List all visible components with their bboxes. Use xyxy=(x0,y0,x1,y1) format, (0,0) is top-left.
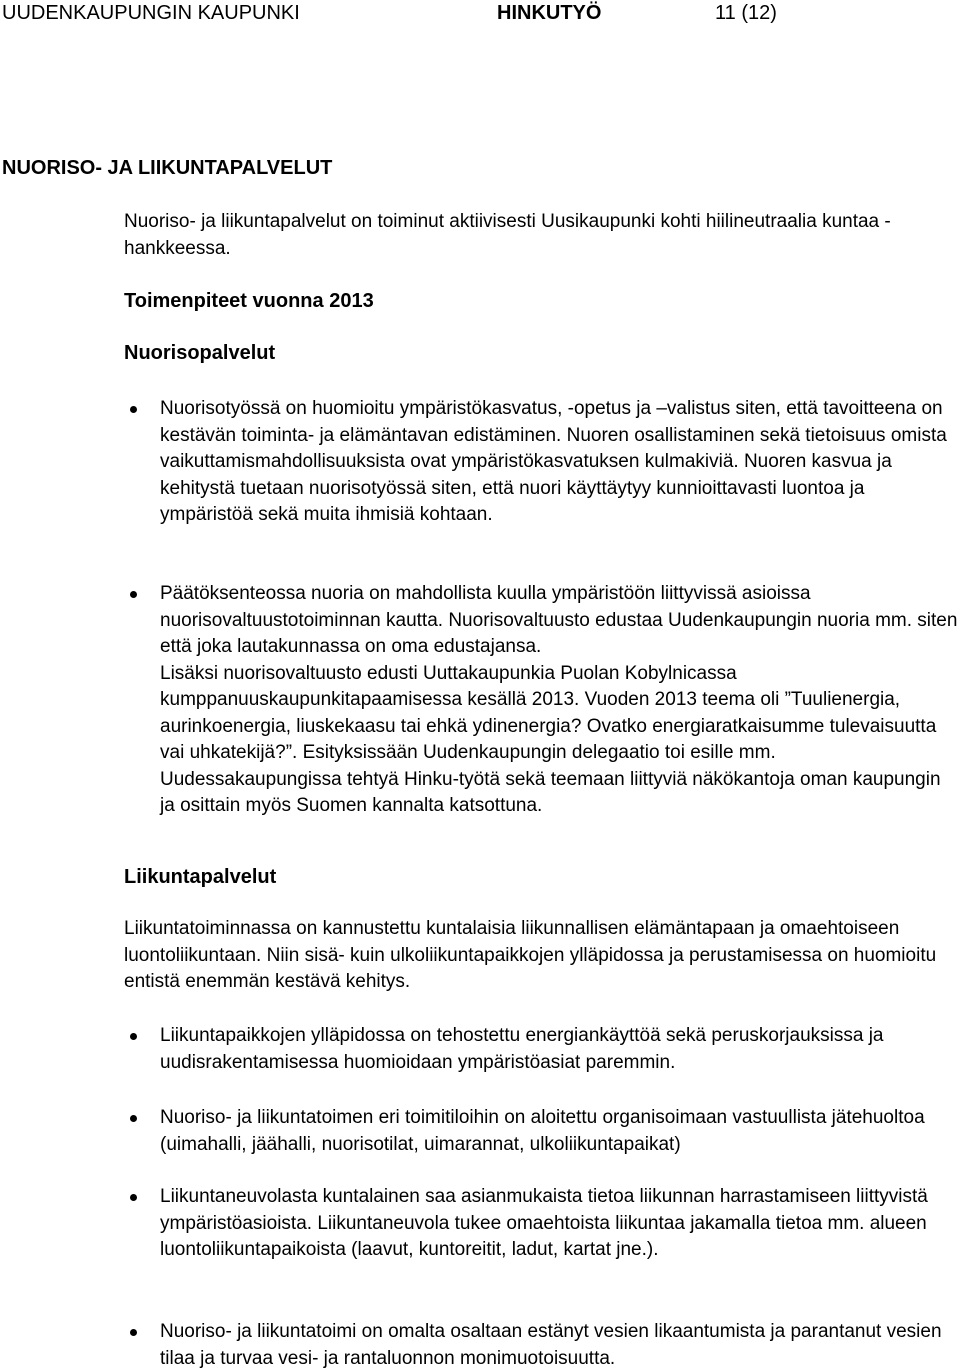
youth-bullet-1 xyxy=(124,396,958,529)
sports-bullet-4-text: Nuoriso- ja liikuntatoimi on omalta osaltaan estänyt vesien likaantumista ja parantanut vesien tilaa ja turvaa vesi- ja rantaluonnon monimuotoisuutta. xyxy=(160,1321,942,1369)
youth-bullet-1-text: Nuorisotyössä on huomioitu ympäristökasvatus, -opetus ja –valistus siten, että tavoitteena on kestävän toiminta- ja elämäntavan edistäminen. Nuoren osallistaminen sekä tietoisuus omista vaikuttamismahdollisuuksista ovat ympäristökasvatuksen kulmakiviä. Nuoren kasvua ja kehitystä tuetaan nuorisotyössä siten, että nuori käyttäytyy kunnioittavasti luontoa ja ympäristöä sekä muita ihmisiä kohtaan. xyxy=(160,398,947,525)
youth-bullet-2-text: Päätöksenteossa nuoria on mahdollista kuulla ympäristöön liittyvissä asioissa nuorisovaltuustotoiminnan kautta. Nuorisovaltuusto edustaa Uudenkaupungin nuoria mm. siten että joka lautakunnassa on oma edustajansa. xyxy=(160,583,958,657)
sports-bullet-1-text: Liikuntapaikkojen ylläpidossa on tehostettu energiankäyttöä sekä peruskorjauksissa ja uudisrakentamisessa huomioidaan ympäristöasiat paremmin. xyxy=(160,1025,884,1073)
section-title: NUORISO- JA LIIKUNTAPALVELUT xyxy=(2,157,333,179)
bullet-icon xyxy=(130,1329,137,1336)
page-header xyxy=(0,2,960,28)
document-title: HINKUTYÖ xyxy=(497,2,602,24)
sports-bullet-2 xyxy=(124,1105,958,1158)
sports-bullet-3-text: Liikuntaneuvolasta kuntalainen saa asianmukaista tietoa liikunnan harrastamiseen liittyvistä ympäristöasioista. Liikuntaneuvola tukee omaehtoista liikuntaa jakamalla tietoa mm. alueen luontoliikuntapaikoista (laavut, kuntoreitit, ladut, kartat jne.). xyxy=(160,1186,928,1260)
sports-bullet-3 xyxy=(124,1184,958,1264)
intro-paragraph: Nuoriso- ja liikuntapalvelut on toiminut aktiivisesti Uusikaupunki kohti hiilineutraalia kuntaa -hankkeessa. xyxy=(124,211,891,259)
page-number: 11 (12) xyxy=(715,2,777,24)
bullet-icon xyxy=(130,1115,137,1122)
measures-heading: Toimenpiteet vuonna 2013 xyxy=(124,290,374,312)
bullet-icon xyxy=(130,1194,137,1201)
bullet-icon xyxy=(130,1033,137,1040)
youth-services-heading: Nuorisopalvelut xyxy=(124,342,276,364)
organization-name: UUDENKAUPUNGIN KAUPUNKI xyxy=(2,2,300,24)
youth-bullet-2-text-continued: Lisäksi nuorisovaltuusto edusti Uuttakaupunkia Puolan Kobylnicassa kumppanuuskaupunkitapaamisessa kesällä 2013. Vuoden 2013 teema oli ”Tuulienergia, aurinkoenergia, liuskekaasu tai ehkä ydinenergia? Ovatko energiaratkaisumme tulevaisuutta vai uhkatekijä?”. Esityksissään Uudenkaupungin delegaatio toi esille mm. Uudessakaupungissa tehtyä Hinku-työtä sekä teemaan liittyviä näkökantoja oman kaupungin ja osittain myös Suomen kannalta katsottuna. xyxy=(160,662,941,816)
sports-intro-paragraph: Liikuntatoiminnassa on kannustettu kuntalaisia liikunnallisen elämäntapaan ja omaehtoiseen luontoliikuntaan. Niin sisä- kuin ulkoliikuntapaikkojen ylläpidossa ja perustamisessa on huomioitu entistä enemmän kestävä kehitys. xyxy=(124,918,937,992)
sports-bullet-4 xyxy=(124,1319,958,1372)
sports-bullet-2-text: Nuoriso- ja liikuntatoimen eri toimitiloihin on aloitettu organisoimaan vastuullista jätehuoltoa (uimahalli, jäähalli, nuorisotilat, uimarannat, ulkoliikuntapaikat) xyxy=(160,1107,925,1155)
sports-services-heading: Liikuntapalvelut xyxy=(124,866,277,888)
bullet-icon xyxy=(130,406,137,413)
sports-bullet-1 xyxy=(124,1023,958,1076)
bullet-icon xyxy=(130,591,137,598)
youth-bullet-2 xyxy=(124,581,958,820)
